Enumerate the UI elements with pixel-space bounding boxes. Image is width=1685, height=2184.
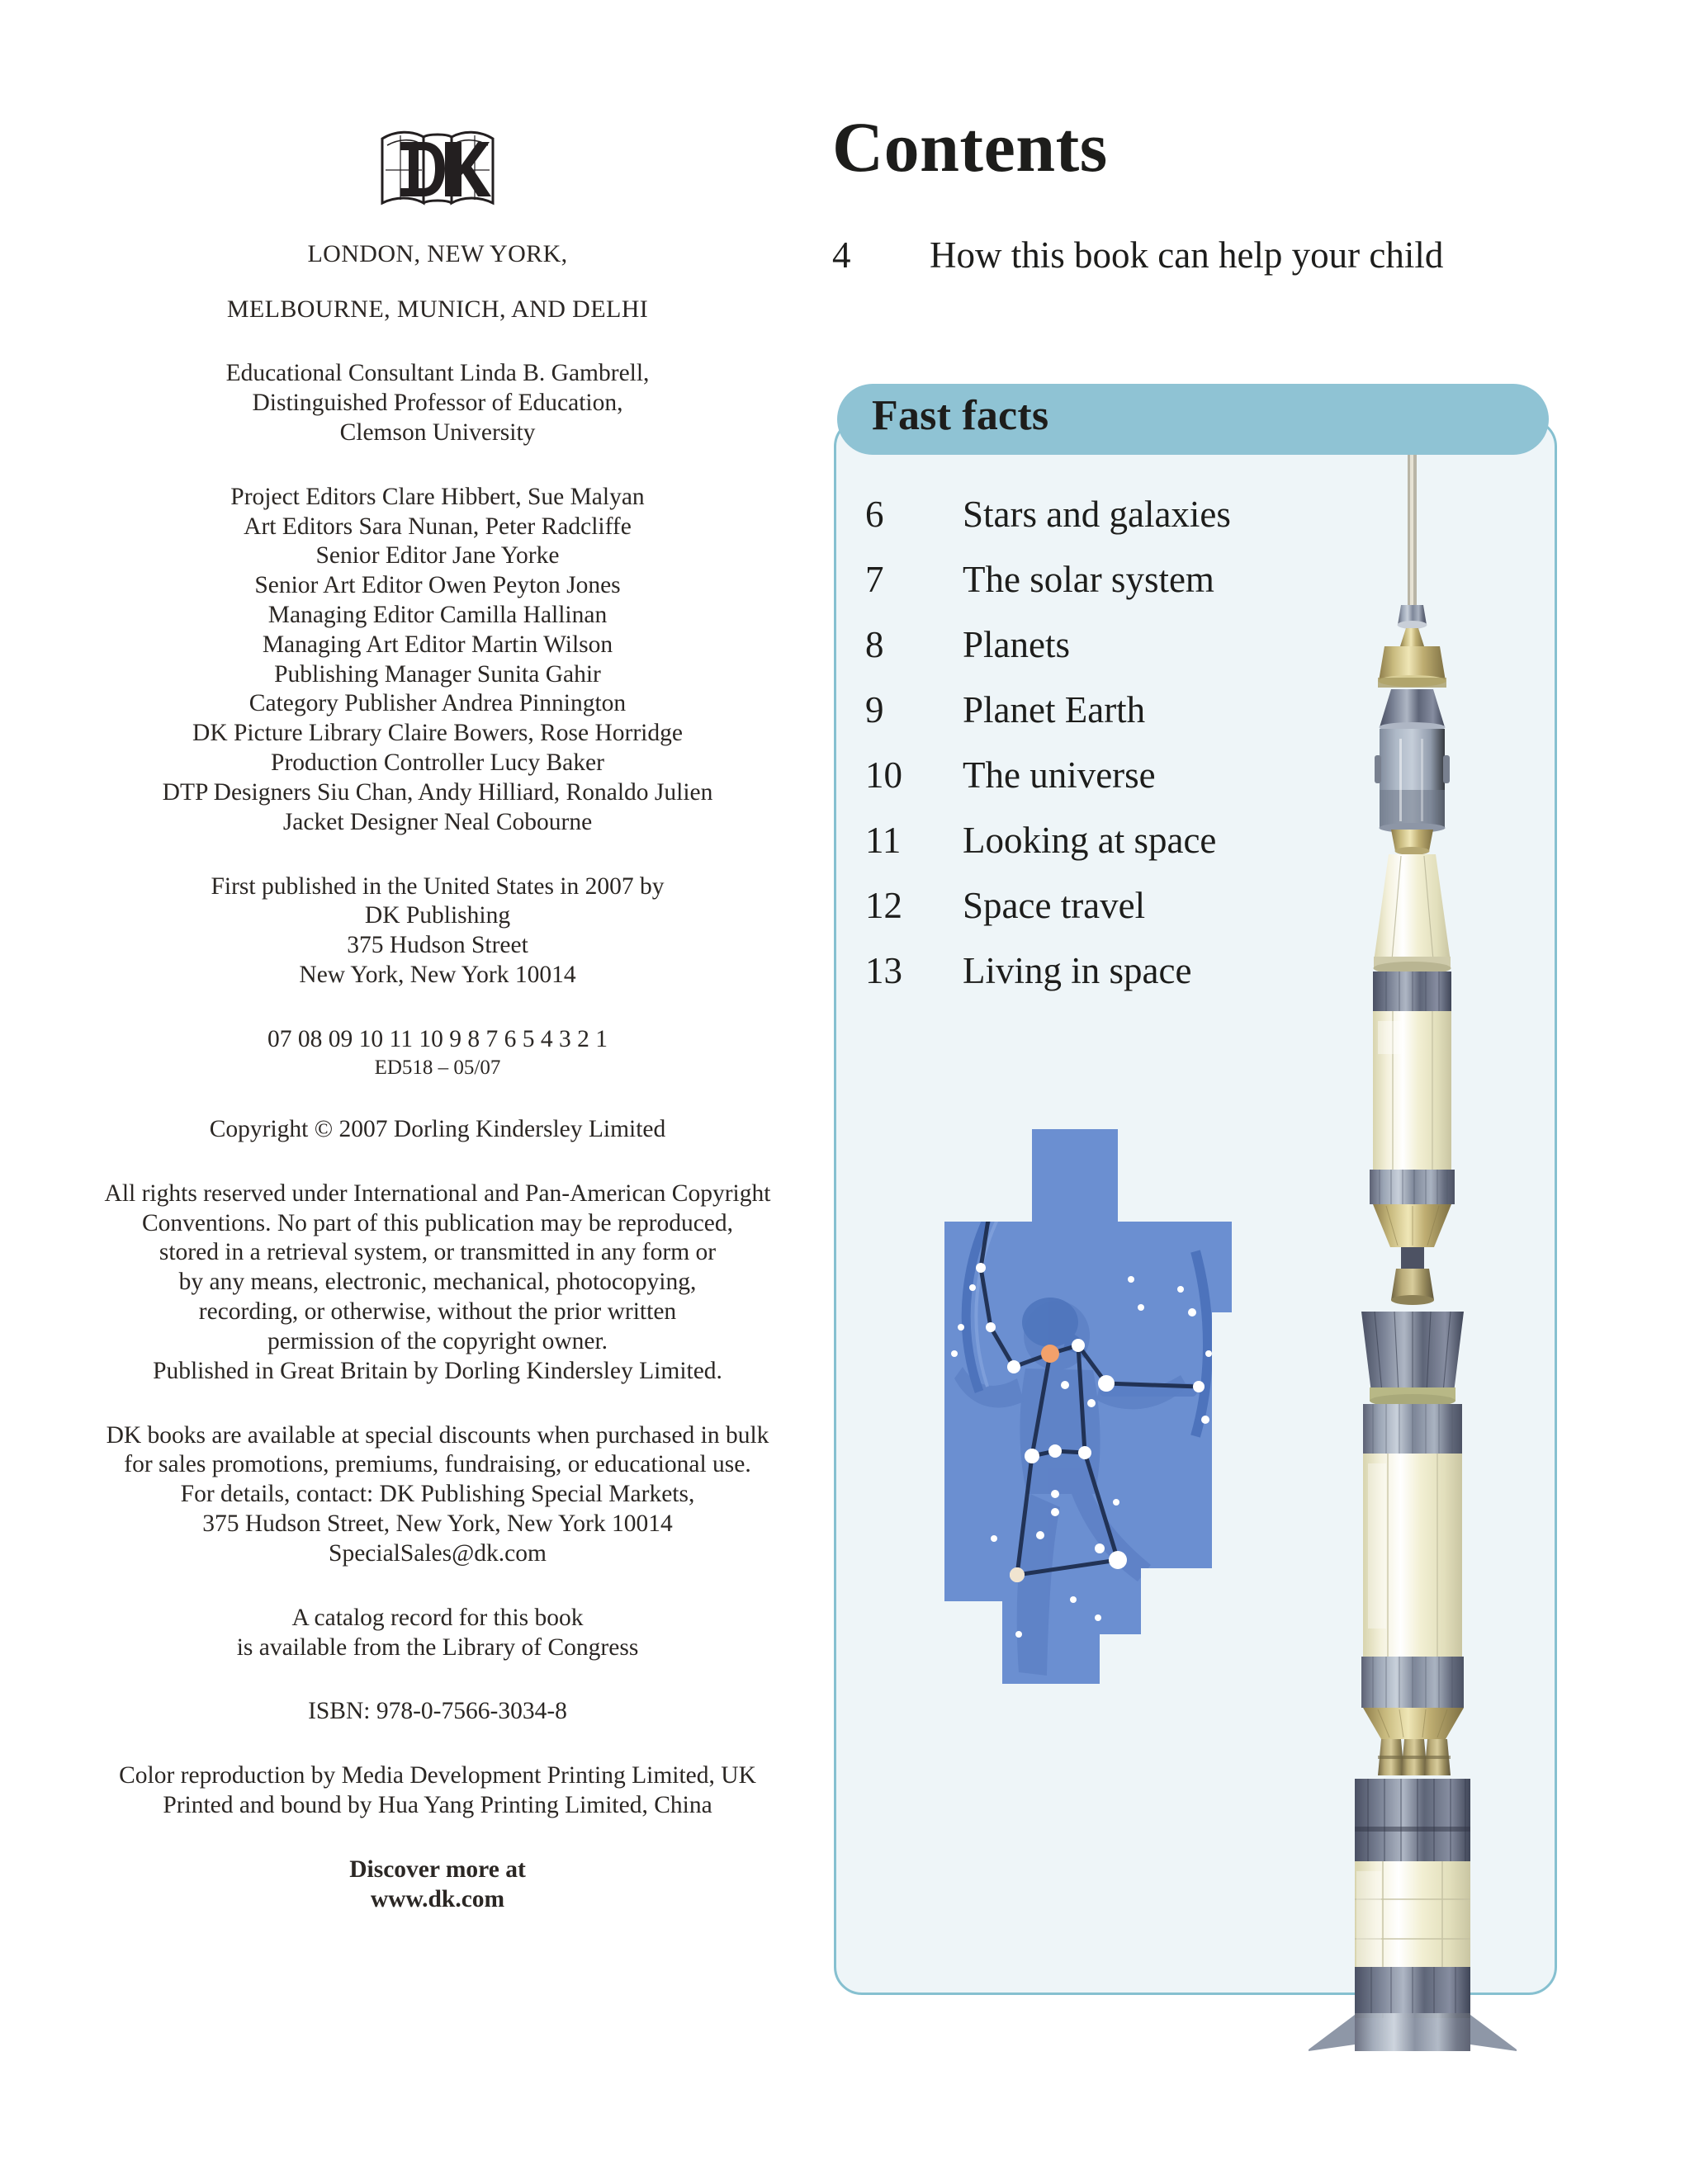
special-markets-line: DK books are available at special discounts when purchased in bulk bbox=[106, 1421, 769, 1449]
toc-entry[interactable] bbox=[865, 558, 1443, 623]
toc-page-number: 13 bbox=[865, 950, 902, 991]
toc-page-number: 8 bbox=[865, 624, 884, 665]
toc-entry[interactable] bbox=[865, 819, 1443, 884]
printing-line: Printed and bound by Hua Yang Printing Limited, China bbox=[163, 1792, 712, 1819]
publication-line: New York, New York 10014 bbox=[299, 962, 576, 989]
rights-line: Published in Great Britain by Dorling Kindersley Limited. bbox=[153, 1357, 722, 1384]
print-run: 07 08 09 10 11 10 9 8 7 6 5 4 3 2 1 bbox=[267, 1025, 608, 1052]
copyright-block bbox=[87, 1115, 788, 1145]
discover-label: Discover more at bbox=[349, 1855, 526, 1883]
imprint-column bbox=[87, 124, 788, 1915]
special-markets-line: for sales promotions, premiums, fundraising, or educational use. bbox=[124, 1451, 751, 1478]
toc-entry[interactable] bbox=[865, 754, 1443, 819]
consultant-line: Distinguished Professor of Education, bbox=[252, 390, 623, 417]
rights-line: All rights reserved under International and Pan-American Copyright bbox=[104, 1179, 771, 1207]
toc-page-number: 10 bbox=[865, 754, 902, 796]
credit-line: Category Publisher Andrea Pinnington bbox=[248, 690, 627, 717]
rights-line: Conventions. No part of this publication may be reproduced, bbox=[141, 1209, 734, 1236]
credits-block bbox=[87, 483, 788, 838]
rights-line: permission of the copyright owner. bbox=[267, 1327, 608, 1354]
toc-entry-label: How this book can help your child bbox=[930, 234, 1444, 276]
print-run-block bbox=[87, 1025, 788, 1080]
credit-line: Production Controller Lucy Baker bbox=[271, 749, 604, 777]
copyright-line: Copyright © 2007 Dorling Kindersley Limited bbox=[209, 1116, 666, 1142]
credit-line: Senior Art Editor Owen Peyton Jones bbox=[254, 572, 621, 599]
toc-entry-label: The solar system bbox=[963, 559, 1214, 600]
printing-block bbox=[87, 1761, 788, 1821]
toc-entry-label: Living in space bbox=[963, 950, 1192, 991]
fast-facts-list bbox=[865, 493, 1443, 1014]
contents-column bbox=[826, 107, 1602, 277]
print-code: ED518 – 05/07 bbox=[374, 1056, 501, 1079]
isbn: ISBN: 978-0-7566-3034-8 bbox=[308, 1698, 567, 1725]
consultant-line: Clemson University bbox=[339, 418, 536, 446]
imprint-cities bbox=[87, 239, 788, 324]
toc-page-number: 4 bbox=[832, 234, 851, 276]
rights-block bbox=[87, 1179, 788, 1387]
credit-line: Managing Art Editor Martin Wilson bbox=[262, 631, 613, 658]
toc-entry-label: The universe bbox=[963, 754, 1156, 796]
credit-line: Project Editors Clare Hibbert, Sue Malyan bbox=[230, 483, 645, 510]
publication-line: First published in the United States in 2007 by bbox=[211, 872, 665, 900]
consultant-block bbox=[87, 359, 788, 447]
publication-line: 375 Hudson Street bbox=[347, 932, 528, 959]
toc-entry[interactable] bbox=[865, 623, 1443, 688]
toc-entry[interactable] bbox=[865, 688, 1443, 754]
special-markets-line: 375 Hudson Street, New York, New York 10014 bbox=[202, 1510, 673, 1538]
printing-line: Color reproduction by Media Development Printing Limited, UK bbox=[119, 1762, 756, 1789]
consultant-line: Educational Consultant Linda B. Gambrell, bbox=[225, 360, 650, 387]
imprint-cities-line2: MELBOURNE, MUNICH, AND DELHI bbox=[226, 295, 649, 323]
catalog-line: is available from the Library of Congress bbox=[236, 1633, 639, 1661]
special-markets-line: For details, contact: DK Publishing Special Markets, bbox=[180, 1481, 695, 1508]
credit-line: Jacket Designer Neal Cobourne bbox=[282, 808, 593, 835]
discover-block bbox=[87, 1855, 788, 1915]
credit-line: Managing Editor Camilla Hallinan bbox=[267, 601, 608, 628]
isbn-block bbox=[87, 1697, 788, 1727]
publication-line: DK Publishing bbox=[364, 902, 511, 929]
toc-entry[interactable] bbox=[865, 949, 1443, 1014]
toc-page-number: 12 bbox=[865, 885, 902, 926]
toc-page-number: 6 bbox=[865, 494, 884, 535]
catalog-block bbox=[87, 1604, 788, 1663]
dk-logo-icon bbox=[376, 124, 499, 215]
toc-entry-label: Stars and galaxies bbox=[963, 494, 1231, 535]
rights-line: recording, or otherwise, without the prior written bbox=[198, 1298, 677, 1326]
toc-entry-label: Planets bbox=[963, 624, 1070, 665]
rights-line: stored in a retrieval system, or transmitted in any form or bbox=[159, 1239, 717, 1266]
credit-line: DK Picture Library Claire Bowers, Rose Horridge bbox=[192, 720, 683, 747]
toc-entry-label: Space travel bbox=[963, 885, 1146, 926]
credit-line: Publishing Manager Sunita Gahir bbox=[274, 660, 601, 688]
credit-line: Senior Editor Jane Yorke bbox=[315, 542, 560, 570]
rights-line: by any means, electronic, mechanical, photocopying, bbox=[178, 1269, 697, 1296]
toc-entry-label: Looking at space bbox=[963, 820, 1217, 861]
credit-line: Art Editors Sara Nunan, Peter Radcliffe bbox=[244, 513, 632, 540]
fast-facts-title: Fast facts bbox=[872, 392, 1049, 439]
toc-page-number: 7 bbox=[865, 559, 884, 600]
toc-page-number: 9 bbox=[865, 689, 884, 730]
toc-entry-intro[interactable] bbox=[832, 234, 1602, 277]
special-markets-block bbox=[87, 1421, 788, 1569]
constellation-illustration bbox=[893, 1106, 1232, 1725]
dk-website-link[interactable]: www.dk.com bbox=[370, 1885, 505, 1912]
toc-entry[interactable] bbox=[865, 493, 1443, 558]
catalog-line: A catalog record for this book bbox=[291, 1604, 584, 1631]
publication-block bbox=[87, 872, 788, 990]
toc-entry-label: Planet Earth bbox=[963, 689, 1146, 730]
page-title: Contents bbox=[832, 107, 1108, 187]
toc-page-number: 11 bbox=[865, 820, 902, 861]
imprint-cities-line1: LONDON, NEW YORK, bbox=[307, 240, 568, 267]
toc-entry[interactable] bbox=[865, 884, 1443, 949]
special-markets-email: SpecialSales@dk.com bbox=[329, 1539, 547, 1567]
credit-line: DTP Designers Siu Chan, Andy Hilliard, Ronaldo Julien bbox=[162, 778, 713, 806]
